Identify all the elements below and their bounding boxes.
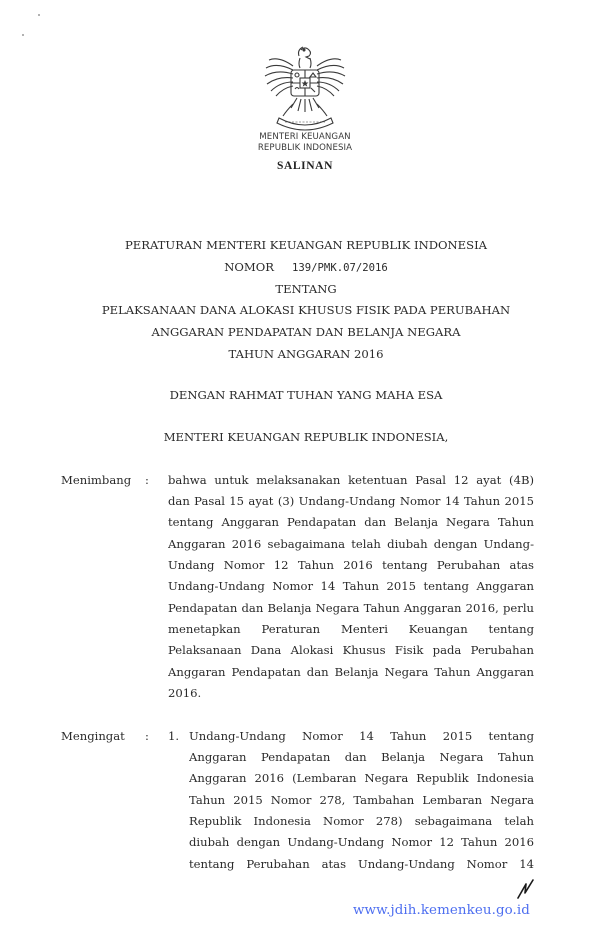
menimbang-line: Anggaran 2016 sebagaimana telah diubah dengan Undang-: [168, 537, 534, 551]
mengingat-item-number: 1.: [168, 729, 180, 743]
subject-line: ANGGARAN PENDAPATAN DAN BELANJA NEGARA: [151, 325, 461, 339]
mengingat-line: tentang Perubahan atas Undang-Undang Nomor 14: [189, 857, 534, 871]
mengingat-line: Anggaran Pendapatan dan Belanja Negara Tahun: [189, 750, 534, 764]
mengingat-line: Undang-Undang Nomor 14 Tahun 2015 tentang: [189, 729, 534, 743]
menimbang-label: Menimbang: [61, 473, 132, 487]
subject-line: TAHUN ANGGARAN 2016: [228, 347, 384, 361]
institution-line: REPUBLIK INDONESIA: [257, 143, 353, 153]
initial-mark-icon: [514, 876, 538, 900]
garuda-emblem-icon: [263, 44, 347, 136]
salinan-stamp: SALINAN: [277, 160, 333, 172]
menimbang-line: tentang Anggaran Pendapatan dan Belanja Negara Tahun: [168, 515, 534, 529]
mengingat-line: Tahun 2015 Nomor 278, Tambahan Lembaran Negara: [189, 793, 534, 807]
regulation-number: [40, 260, 572, 274]
institution-line: MENTERI KEUANGAN: [259, 132, 351, 142]
scan-speck: [38, 14, 40, 16]
menimbang-line: Undang Nomor 12 Tahun 2016 tentang Perubahan atas: [168, 558, 534, 572]
menimbang-line: Pendapatan dan Belanja Negara Tahun Anggaran 2016, perlu: [168, 601, 534, 615]
menimbang-line: Undang-Undang Nomor 14 Tahun 2015 tentang Anggaran: [168, 579, 534, 593]
mengingat-colon: :: [145, 729, 149, 743]
issuer: MENTERI KEUANGAN REPUBLIK INDONESIA,: [163, 430, 449, 444]
menimbang-line: bahwa untuk melaksanakan ketentuan Pasal 12 ayat (4B): [168, 473, 534, 487]
menimbang-colon: :: [145, 473, 149, 487]
scan-speck: [22, 34, 24, 36]
invocation: DENGAN RAHMAT TUHAN YANG MAHA ESA: [169, 388, 443, 402]
mengingat-line: Republik Indonesia Nomor 278) sebagaimana telah: [189, 814, 534, 828]
menimbang-line: Pelaksanaan Dana Alokasi Khusus Fisik pada Perubahan: [168, 643, 534, 657]
jdih-website-link[interactable]: www.jdih.kemenkeu.go.id: [353, 903, 530, 918]
subject-line: PELAKSANAAN DANA ALOKASI KHUSUS FISIK PADA PERUBAHAN: [101, 303, 511, 317]
nomor-value: 139/PMK.07/2016: [292, 262, 388, 274]
mengingat-label: Mengingat: [61, 729, 125, 743]
mengingat-line: Anggaran 2016 (Lembaran Negara Republik Indonesia: [189, 771, 534, 785]
tentang-heading: TENTANG: [275, 282, 337, 296]
regulation-title: PERATURAN MENTERI KEUANGAN REPUBLIK INDONESIA: [124, 238, 488, 252]
menimbang-line: 2016.: [168, 686, 202, 700]
menimbang-line: Anggaran Pendapatan dan Belanja Negara Tahun Anggaran: [168, 665, 534, 679]
menimbang-line: dan Pasal 15 ayat (3) Undang-Undang Nomor 14 Tahun 2015: [168, 494, 534, 508]
menimbang-line: menetapkan Peraturan Menteri Keuangan tentang: [168, 622, 534, 636]
nomor-label: NOMOR: [224, 260, 275, 274]
mengingat-line: diubah dengan Undang-Undang Nomor 12 Tahun 2016: [189, 835, 534, 849]
